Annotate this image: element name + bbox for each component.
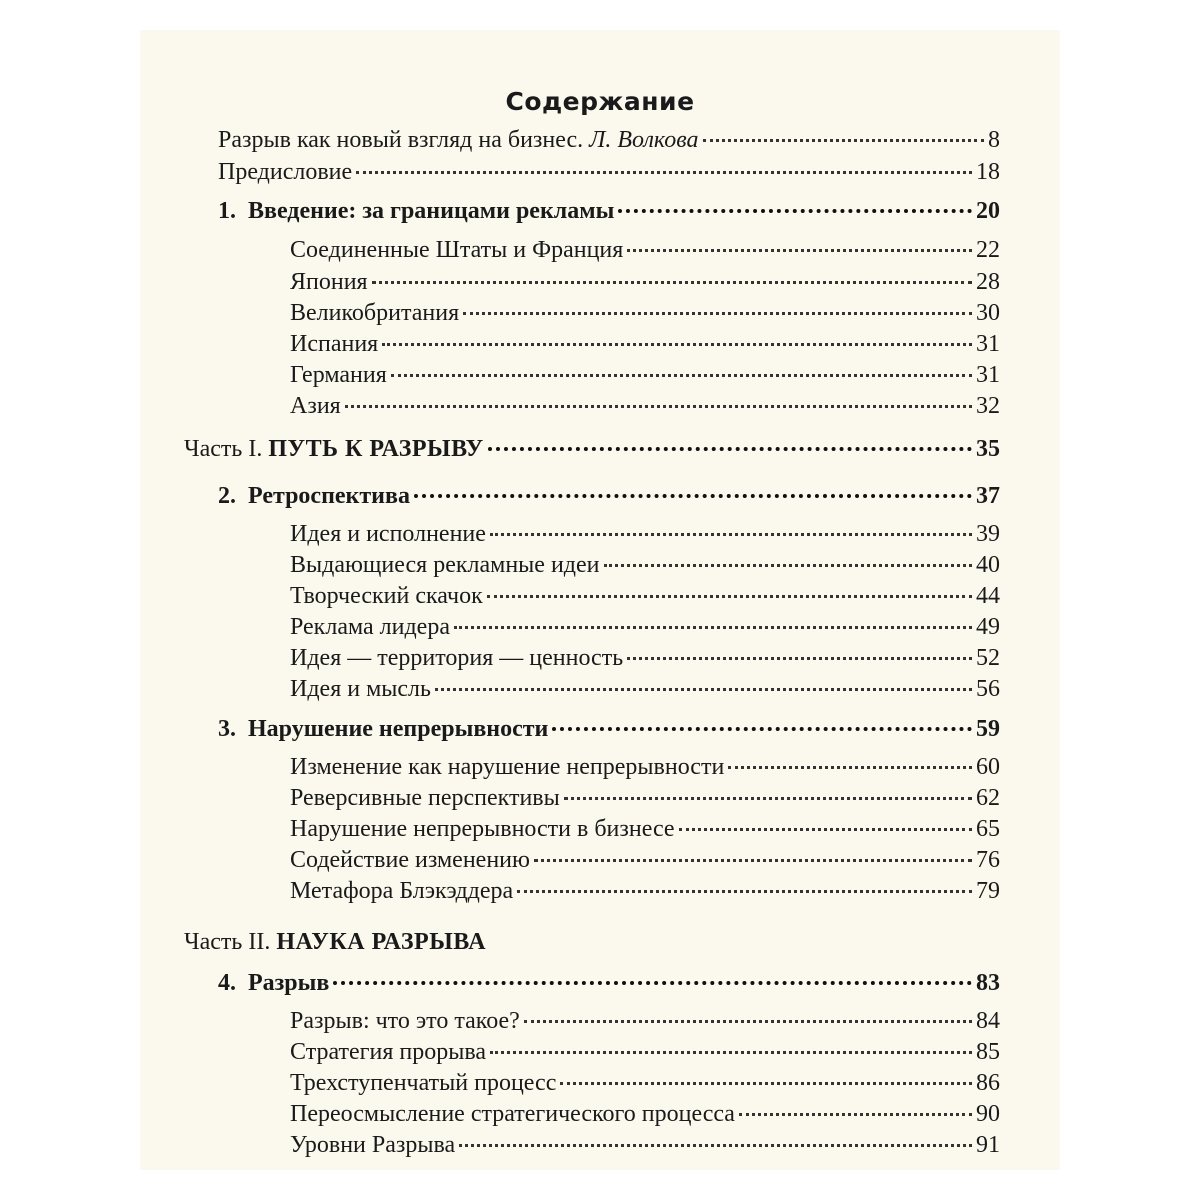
toc-entry-text: Трехступенчатый процесс	[290, 1070, 557, 1096]
toc-page-number: 22	[976, 237, 1000, 263]
toc-entry-label	[290, 783, 560, 813]
toc-entry-text: Разрыв как новый взгляд на бизнес.	[218, 127, 590, 153]
toc-entry-label	[290, 876, 513, 906]
toc-entry-label	[290, 391, 341, 421]
dot-leader	[627, 657, 972, 660]
toc-entry-label	[290, 360, 387, 390]
dot-leader	[534, 859, 972, 862]
dot-leader	[564, 797, 972, 800]
toc-entry-sub[interactable]	[290, 267, 1000, 297]
toc-entry-sub[interactable]	[290, 1068, 1000, 1098]
toc-page-number: 37	[976, 483, 1000, 509]
toc-entry-text: Идея и мысль	[290, 676, 431, 702]
dot-leader	[463, 312, 972, 315]
dot-leader	[372, 281, 972, 284]
toc-entry-text: Соединенные Штаты и Франция	[290, 237, 624, 263]
dot-leader	[679, 828, 972, 831]
dot-leader	[345, 405, 972, 408]
toc-entry-text: Разрыв: что это такое?	[290, 1008, 520, 1034]
toc-entry-label	[290, 581, 483, 611]
toc-entry-chapter[interactable]	[218, 968, 1000, 998]
chapter-number: 4.	[218, 970, 236, 996]
dot-leader	[333, 981, 972, 985]
toc-entry-label	[218, 125, 699, 155]
dot-leader	[524, 1020, 972, 1023]
toc-entry-label	[290, 1099, 735, 1129]
toc-page-number: 32	[976, 393, 1000, 419]
table-of-contents	[140, 30, 1060, 1170]
toc-page-number: 52	[976, 645, 1000, 671]
toc-entry-sub[interactable]	[290, 581, 1000, 611]
dot-leader	[604, 564, 973, 567]
toc-entry-sub[interactable]	[290, 643, 1000, 673]
dot-leader	[517, 890, 972, 893]
toc-page-number: 76	[976, 847, 1000, 873]
dot-leader	[356, 171, 972, 174]
toc-entry-text: Идея и исполнение	[290, 521, 486, 547]
toc-entry-sub[interactable]	[290, 1099, 1000, 1129]
toc-entry-label	[290, 267, 368, 297]
toc-entry-text: Предисловие	[218, 159, 353, 185]
toc-entry-label	[290, 329, 378, 359]
toc-entry-intro[interactable]	[218, 157, 1000, 187]
toc-page-number: 31	[976, 362, 1000, 388]
toc-entry-label	[248, 481, 410, 511]
part-prefix: Часть I.	[184, 436, 269, 462]
toc-entry-label	[290, 298, 459, 328]
toc-page-number: 28	[976, 269, 1000, 295]
toc-entry-text: Нарушение непрерывности в бизнесе	[290, 816, 675, 842]
toc-entry-label	[184, 434, 484, 464]
toc-entry-label	[184, 927, 486, 957]
dot-leader	[552, 727, 972, 731]
toc-entry-label	[290, 550, 600, 580]
dot-leader	[435, 688, 972, 691]
toc-entry-label	[290, 1006, 520, 1036]
dot-leader	[739, 1113, 972, 1116]
toc-entry-label	[290, 1130, 455, 1160]
toc-entry-sub[interactable]	[290, 1037, 1000, 1067]
toc-entry-label	[290, 674, 431, 704]
toc-entry-sub[interactable]	[290, 845, 1000, 875]
toc-page-number: 49	[976, 614, 1000, 640]
toc-entry-text: Творческий скачок	[290, 583, 483, 609]
toc-page-number: 91	[976, 1132, 1000, 1158]
toc-entry-label	[290, 814, 675, 844]
toc-entry-label	[218, 157, 352, 187]
toc-entry-sub[interactable]	[290, 1130, 1000, 1160]
toc-entry-text: Содействие изменению	[290, 847, 530, 873]
toc-entry-text: Великобритания	[290, 300, 460, 326]
toc-page-number: 65	[976, 816, 1000, 842]
toc-entry-text: Введение: за границами рекламы	[248, 198, 615, 224]
dot-leader	[459, 1144, 972, 1147]
dot-leader	[414, 494, 972, 498]
toc-entry-text: Реклама лидера	[290, 614, 450, 640]
toc-entry-text: Метафора Блэкэддера	[290, 878, 514, 904]
toc-entry-text: Изменение как нарушение непрерывности	[290, 754, 725, 780]
toc-entry-author: Л. Волкова	[589, 127, 699, 153]
dot-leader	[627, 249, 972, 252]
toc-entry-sub[interactable]	[290, 612, 1000, 642]
toc-entry-sub[interactable]	[290, 550, 1000, 580]
toc-page-number: 83	[976, 970, 1000, 996]
toc-page-number: 39	[976, 521, 1000, 547]
chapter-number: 3.	[218, 716, 236, 742]
toc-entry-sub[interactable]	[290, 329, 1000, 359]
part-name: НАУКА РАЗРЫВА	[276, 929, 487, 955]
toc-entry-chapter[interactable]	[218, 196, 1000, 226]
toc-page-number: 20	[976, 198, 1000, 224]
toc-page-number: 90	[976, 1101, 1000, 1127]
toc-entry-text: Ретроспектива	[248, 483, 410, 509]
toc-page-number: 60	[976, 754, 1000, 780]
toc-entry-sub[interactable]	[290, 876, 1000, 906]
toc-entry-text: Испания	[290, 331, 379, 357]
toc-entry-label	[290, 845, 530, 875]
toc-page-number: 35	[976, 436, 1000, 462]
toc-entry-label	[290, 643, 623, 673]
toc-entry-sub[interactable]	[290, 752, 1000, 782]
toc-page-number: 18	[976, 159, 1000, 185]
toc-entry-label	[290, 235, 623, 265]
toc-entry-sub[interactable]	[290, 298, 1000, 328]
dot-leader	[728, 766, 972, 769]
toc-entry-label	[248, 968, 329, 998]
toc-entry-label	[290, 519, 486, 549]
toc-entry-part[interactable]	[184, 927, 1000, 957]
toc-entry-label	[290, 612, 450, 642]
book-page	[140, 30, 1060, 1170]
toc-page-number: 86	[976, 1070, 1000, 1096]
dot-leader	[487, 595, 972, 598]
toc-entry-label	[248, 196, 614, 226]
toc-entry-sub[interactable]	[290, 235, 1000, 265]
toc-entry-part[interactable]	[184, 434, 1000, 464]
dot-leader	[382, 343, 972, 346]
toc-page-number: 44	[976, 583, 1000, 609]
toc-entry-sub[interactable]	[290, 519, 1000, 549]
toc-entry-sub[interactable]	[290, 391, 1000, 421]
toc-entry-label	[290, 1037, 486, 1067]
part-name: ПУТЬ К РАЗРЫВУ	[268, 436, 484, 462]
toc-entry-text: Реверсивные перспективы	[290, 785, 560, 811]
toc-page-number: 30	[976, 300, 1000, 326]
toc-entry-chapter[interactable]	[218, 481, 1000, 511]
dot-leader	[490, 1051, 972, 1054]
part-prefix: Часть II.	[184, 929, 277, 955]
dot-leader	[560, 1082, 972, 1085]
toc-page-number: 62	[976, 785, 1000, 811]
toc-entry-text: Переосмысление стратегического процесса	[290, 1101, 735, 1127]
dot-leader	[391, 374, 972, 377]
chapter-number: 1.	[218, 198, 236, 224]
toc-entry-sub[interactable]	[290, 360, 1000, 390]
dot-leader	[618, 209, 972, 213]
toc-entry-text: Разрыв	[248, 970, 330, 996]
toc-page-number: 84	[976, 1008, 1000, 1034]
toc-page-number: 85	[976, 1039, 1000, 1065]
toc-entry-sub[interactable]	[290, 783, 1000, 813]
toc-entry-text: Азия	[290, 393, 341, 419]
toc-entry-sub[interactable]	[290, 1006, 1000, 1036]
toc-entry-text: Идея — территория — ценность	[290, 645, 624, 671]
toc-entry-text: Япония	[290, 269, 368, 295]
toc-entry-label	[248, 714, 548, 744]
toc-entry-sub[interactable]	[290, 674, 1000, 704]
toc-entry-chapter[interactable]	[218, 714, 1000, 744]
toc-entry-text: Выдающиеся рекламные идеи	[290, 552, 600, 578]
toc-title: Содержание	[505, 87, 695, 116]
toc-entry-label	[290, 752, 724, 782]
toc-entry-label	[290, 1068, 556, 1098]
dot-leader	[454, 626, 972, 629]
toc-entry-text: Стратегия прорыва	[290, 1039, 487, 1065]
toc-page-number: 8	[988, 127, 1000, 153]
dot-leader	[703, 139, 985, 142]
toc-entry-sub[interactable]	[290, 814, 1000, 844]
toc-entry-intro[interactable]	[218, 125, 1000, 155]
dot-leader	[490, 533, 972, 536]
toc-entry-text: Германия	[290, 362, 387, 388]
toc-entry-text: Уровни Разрыва	[290, 1132, 456, 1158]
toc-page-number: 59	[976, 716, 1000, 742]
chapter-number: 2.	[218, 483, 236, 509]
dot-leader	[488, 447, 972, 451]
toc-entry-text: Нарушение непрерывности	[248, 716, 549, 742]
toc-page-number: 31	[976, 331, 1000, 357]
toc-page-number: 79	[976, 878, 1000, 904]
toc-page-number: 40	[976, 552, 1000, 578]
toc-page-number: 56	[976, 676, 1000, 702]
